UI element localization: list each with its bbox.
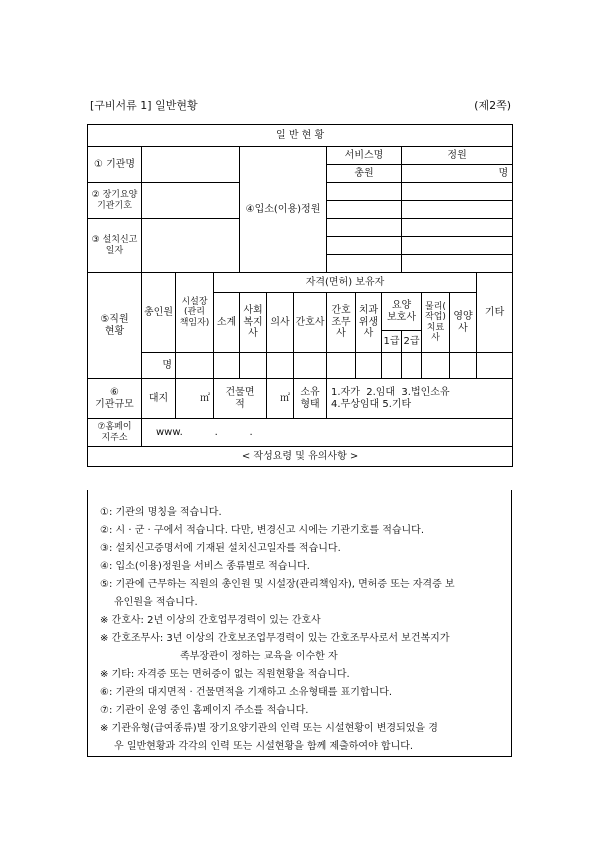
service-name-cell[interactable]	[327, 201, 402, 219]
capacity-label: ④입소(이용)정원	[240, 147, 327, 273]
guide-title: < 작성요령 및 유의사항 >	[88, 447, 513, 467]
land-label: 대지	[142, 379, 176, 419]
homepage-field[interactable]: www. . .	[142, 419, 513, 447]
note-item: 족부장관이 정하는 교육을 이수한 자	[180, 651, 338, 662]
doctor-header: 의사	[267, 293, 294, 353]
note-item: ※ 기관유형(급여종류)별 장기요양기관의 인력 또는 시설현황이 변경되었을 경	[100, 723, 438, 734]
note-item: ※ 간호조무사: 3년 이상의 간호보조업무경력이 있는 간호조무사로서 보건복지가	[100, 633, 450, 644]
document-label: [구비서류 1] 일반현황	[90, 99, 198, 112]
ownership-label: 소유 형태	[294, 379, 327, 419]
building-unit: ㎡	[267, 379, 294, 419]
staff-cell[interactable]	[450, 353, 477, 379]
note-item: ⑥: 기관의 대지면적 · 건물면적을 기재하고 소유형태를 표기합니다.	[100, 687, 393, 698]
guidelines-box	[87, 490, 512, 757]
caregiver-header: 요양 보호사	[382, 293, 422, 331]
grade1-header: 1급	[382, 331, 402, 353]
building-area-label: 건물면 적	[214, 379, 267, 419]
capacity-cell[interactable]	[402, 255, 513, 273]
note-item: ⑤: 기관에 근무하는 직원의 총인원 및 시설장(관리책임자), 면허증 또는 자격증 보	[100, 579, 455, 590]
note-item: ①: 기관의 명칭을 적습니다.	[100, 507, 222, 518]
staff-cell[interactable]	[176, 353, 214, 379]
staff-label: ⑤직원 현황	[88, 273, 142, 379]
service-name-header: 서비스명	[327, 147, 402, 165]
total-unit: 명	[402, 165, 513, 183]
staff-cell[interactable]	[214, 353, 240, 379]
dental-hygienist-header: 치과 위생 사	[356, 293, 382, 353]
note-item: 우 일반현황과 각각의 인력 또는 시설현황을 함께 제출하여야 합니다.	[114, 741, 414, 752]
capacity-header: 정원	[402, 147, 513, 165]
capacity-cell[interactable]	[402, 201, 513, 219]
nurse-aide-header: 간호 조무 사	[327, 293, 356, 353]
homepage-label: ⑦홈페이 지주소	[88, 419, 142, 447]
note-item: ②: 시 · 군 · 구에서 적습니다. 다만, 변경신고 시에는 기관기호를 적습니다.	[100, 525, 425, 536]
staff-cell[interactable]	[267, 353, 294, 379]
grade2-header: 2급	[402, 331, 422, 353]
note-item: ③: 설치신고증명서에 기재된 설치신고일자를 적습니다.	[100, 543, 341, 554]
total-label: 총원	[327, 165, 402, 183]
staff-total-unit: 명	[142, 353, 176, 379]
service-name-cell[interactable]	[327, 219, 402, 237]
staff-cell[interactable]	[327, 353, 356, 379]
note-item: ⑦: 기관이 운영 중인 홈페이지 주소를 적습니다.	[100, 705, 309, 716]
staff-cell[interactable]	[402, 353, 422, 379]
service-name-cell[interactable]	[327, 237, 402, 255]
org-name-label: ① 기관명	[88, 147, 142, 183]
scale-label: ⑥ 기관규모	[88, 379, 142, 419]
ownership-options[interactable]: 1.자가 2.임대 3.법인소유 4.무상임대 5.기타	[327, 379, 513, 419]
report-date-label: ③ 설치신고 일자	[88, 219, 142, 273]
capacity-cell[interactable]	[402, 183, 513, 201]
capacity-cell[interactable]	[402, 237, 513, 255]
nurse-header: 간호사	[294, 293, 327, 353]
subtotal-header: 소계	[214, 293, 240, 353]
ltc-code-field[interactable]	[142, 183, 240, 219]
table-title: 일 반 현 황	[88, 125, 513, 147]
service-name-cell[interactable]	[327, 183, 402, 201]
page-number: (제2쪽)	[474, 99, 511, 112]
facility-head-header: 시설장 (관리 책임자)	[176, 273, 214, 353]
report-date-field[interactable]	[142, 219, 240, 273]
service-name-cell[interactable]	[327, 255, 402, 273]
ltc-code-label: ② 장기요양 기관기호	[88, 183, 142, 219]
general-status-table	[87, 124, 513, 467]
staff-cell[interactable]	[382, 353, 402, 379]
capacity-cell[interactable]	[402, 219, 513, 237]
license-header: 자격(면허) 보유자	[214, 273, 477, 293]
org-name-field[interactable]	[142, 147, 240, 183]
land-unit: ㎡	[176, 379, 214, 419]
staff-cell[interactable]	[294, 353, 327, 379]
staff-cell[interactable]	[477, 353, 513, 379]
total-staff-header: 총인원	[142, 273, 176, 353]
therapist-header: 물리( 작업) 치료 사	[422, 293, 450, 353]
other-header: 기타	[477, 273, 513, 353]
staff-cell[interactable]	[240, 353, 267, 379]
note-item: ※ 간호사: 2년 이상의 간호업무경력이 있는 간호사	[100, 615, 321, 626]
social-worker-header: 사회 복지 사	[240, 293, 267, 353]
staff-cell[interactable]	[356, 353, 382, 379]
note-item: 유인원을 적습니다.	[114, 597, 198, 608]
note-item: ④: 입소(이용)정원을 서비스 종류별로 적습니다.	[100, 561, 310, 572]
note-item: ※ 기타: 자격증 또는 면허증이 없는 직원현황을 적습니다.	[100, 669, 350, 680]
nutritionist-header: 영양 사	[450, 293, 477, 353]
staff-cell[interactable]	[422, 353, 450, 379]
